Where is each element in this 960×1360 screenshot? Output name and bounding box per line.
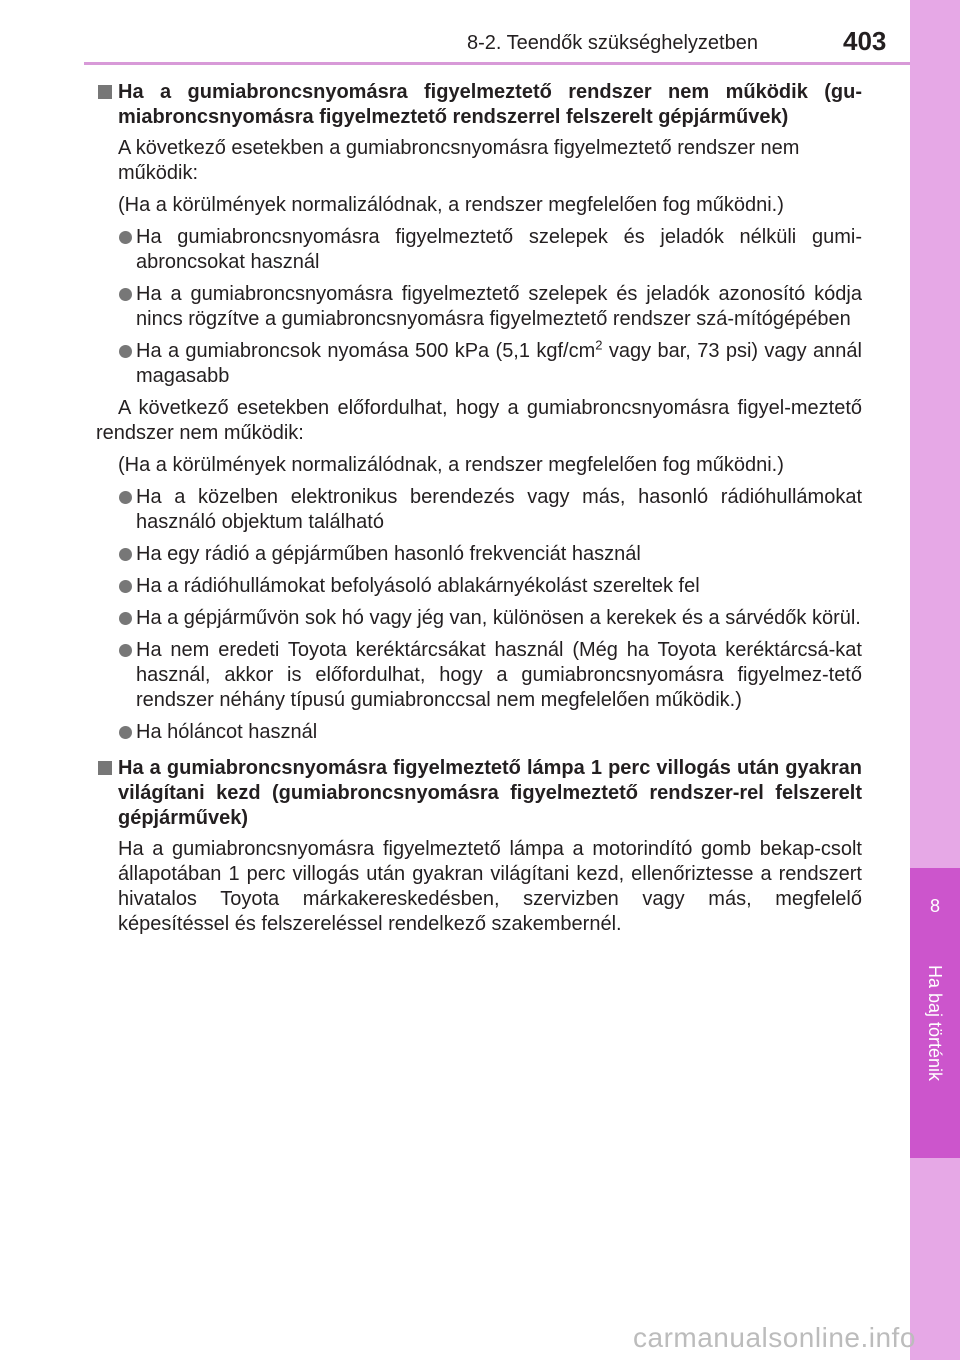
paragraph: A következő esetekben előfordulhat, hogy a gumiabroncsnyomásra figyel-meztető rendszer nem működik: <box>96 397 862 444</box>
bullet-text-part: vagy bar, 73 psi) vagy annál magasabb <box>136 340 862 387</box>
bullet-text: Ha a gumiabroncsnyomásra figyelmeztető szelepek és jeladók azonosító kódja nincs rögzítve a gumiabroncsnyomásra figyelmeztető rendszer szá-mítógépében <box>136 283 862 330</box>
bullet-text: Ha a rádióhullámokat befolyásoló ablakárnyékolást szereltek fel <box>136 575 700 597</box>
round-bullet-icon <box>119 612 132 625</box>
bullet-text: Ha nem eredeti Toyota keréktárcsákat használ (Még ha Toyota keréktárcsá-kat használ, akkor is előfordulhat, hogy a gumiabroncsnyomásra figyelmez-tető rendszer néhány típusú gumiabronccsal nem megfelelően működik.) <box>136 639 862 711</box>
heading-text: Ha a gumiabroncsnyomásra figyelmeztető rendszer nem működik (gu-miabroncsnyomásra figyelmeztető rendszerrel felszerelt gépjárművek) <box>118 81 862 128</box>
square-bullet-icon <box>98 761 112 775</box>
note-paragraph: (Ha a körülmények normalizálódnak, a rendszer megfelelően fog működni.) <box>118 454 784 476</box>
page-number: 403 <box>843 26 887 56</box>
paragraph: A következő esetekben a gumiabroncsnyomásra figyelmeztető rendszer nem működik: <box>118 137 800 184</box>
bullet-item <box>96 339 862 389</box>
section-heading <box>96 80 862 130</box>
bullet-item <box>96 606 862 631</box>
bullet-text: Ha egy rádió a gépjárműben hasonló frekvenciát használ <box>136 543 641 565</box>
bullet-text: Ha a gépjárművön sok hó vagy jég van, különösen a kerekek és a sárvédők körül. <box>136 607 861 629</box>
round-bullet-icon <box>119 345 132 358</box>
bullet-text: Ha a közelben elektronikus berendezés vagy más, hasonló rádióhullámokat használó objektum található <box>136 486 862 533</box>
superscript: 2 <box>595 337 603 353</box>
bullet-item <box>96 574 862 599</box>
round-bullet-icon <box>119 548 132 561</box>
note-paragraph: (Ha a körülmények normalizálódnak, a rendszer megfelelően fog működni.) <box>118 194 784 216</box>
round-bullet-icon <box>119 726 132 739</box>
heading-text: Ha a gumiabroncsnyomásra figyelmeztető lámpa 1 perc villogás után gyakran világítani kezd (gumiabroncsnyomásra figyelmeztető rendszer-rel felszerelt gépjárművek) <box>118 757 862 829</box>
bullet-item <box>96 720 862 745</box>
bullet-item <box>96 282 862 332</box>
bullet-item <box>96 638 862 713</box>
round-bullet-icon <box>119 491 132 504</box>
chapter-number: 8 <box>929 896 940 916</box>
chapter-tab-box[interactable] <box>910 868 960 1158</box>
bullet-text <box>136 337 862 387</box>
round-bullet-icon <box>119 580 132 593</box>
bullet-item <box>96 542 862 567</box>
section-title: 8-2. Teendők szükséghelyzetben <box>467 32 758 54</box>
page-content <box>96 80 862 944</box>
bullet-text-part: Ha a gumiabroncsok nyomása 500 kPa (5,1 kgf/cm <box>136 340 596 362</box>
round-bullet-icon <box>119 644 132 657</box>
bullet-item <box>96 225 862 275</box>
bullet-item <box>96 485 862 535</box>
bullet-text: Ha gumiabroncsnyomásra figyelmeztető szelepek és jeladók nélküli gumi-abroncsokat használ <box>136 226 862 273</box>
watermark[interactable]: carmanualsonline.info <box>633 1322 916 1353</box>
square-bullet-icon <box>98 85 112 99</box>
round-bullet-icon <box>119 288 132 301</box>
header-rule <box>84 62 910 65</box>
bullet-text: Ha hóláncot használ <box>136 721 318 743</box>
round-bullet-icon <box>119 231 132 244</box>
section-heading <box>96 756 862 831</box>
paragraph: Ha a gumiabroncsnyomásra figyelmeztető lámpa a motorindító gomb bekap-csolt állapotában 1 perc villogás után gyakran világítani kezd, ellenőriztesse a rendszert hivatalos Toyota márkakereskedésben, szervizben vagy más, megfelelő képesítéssel és felszereléssel rendelkező szakembernél. <box>118 838 862 935</box>
chapter-title: Ha baj történik <box>925 965 945 1082</box>
